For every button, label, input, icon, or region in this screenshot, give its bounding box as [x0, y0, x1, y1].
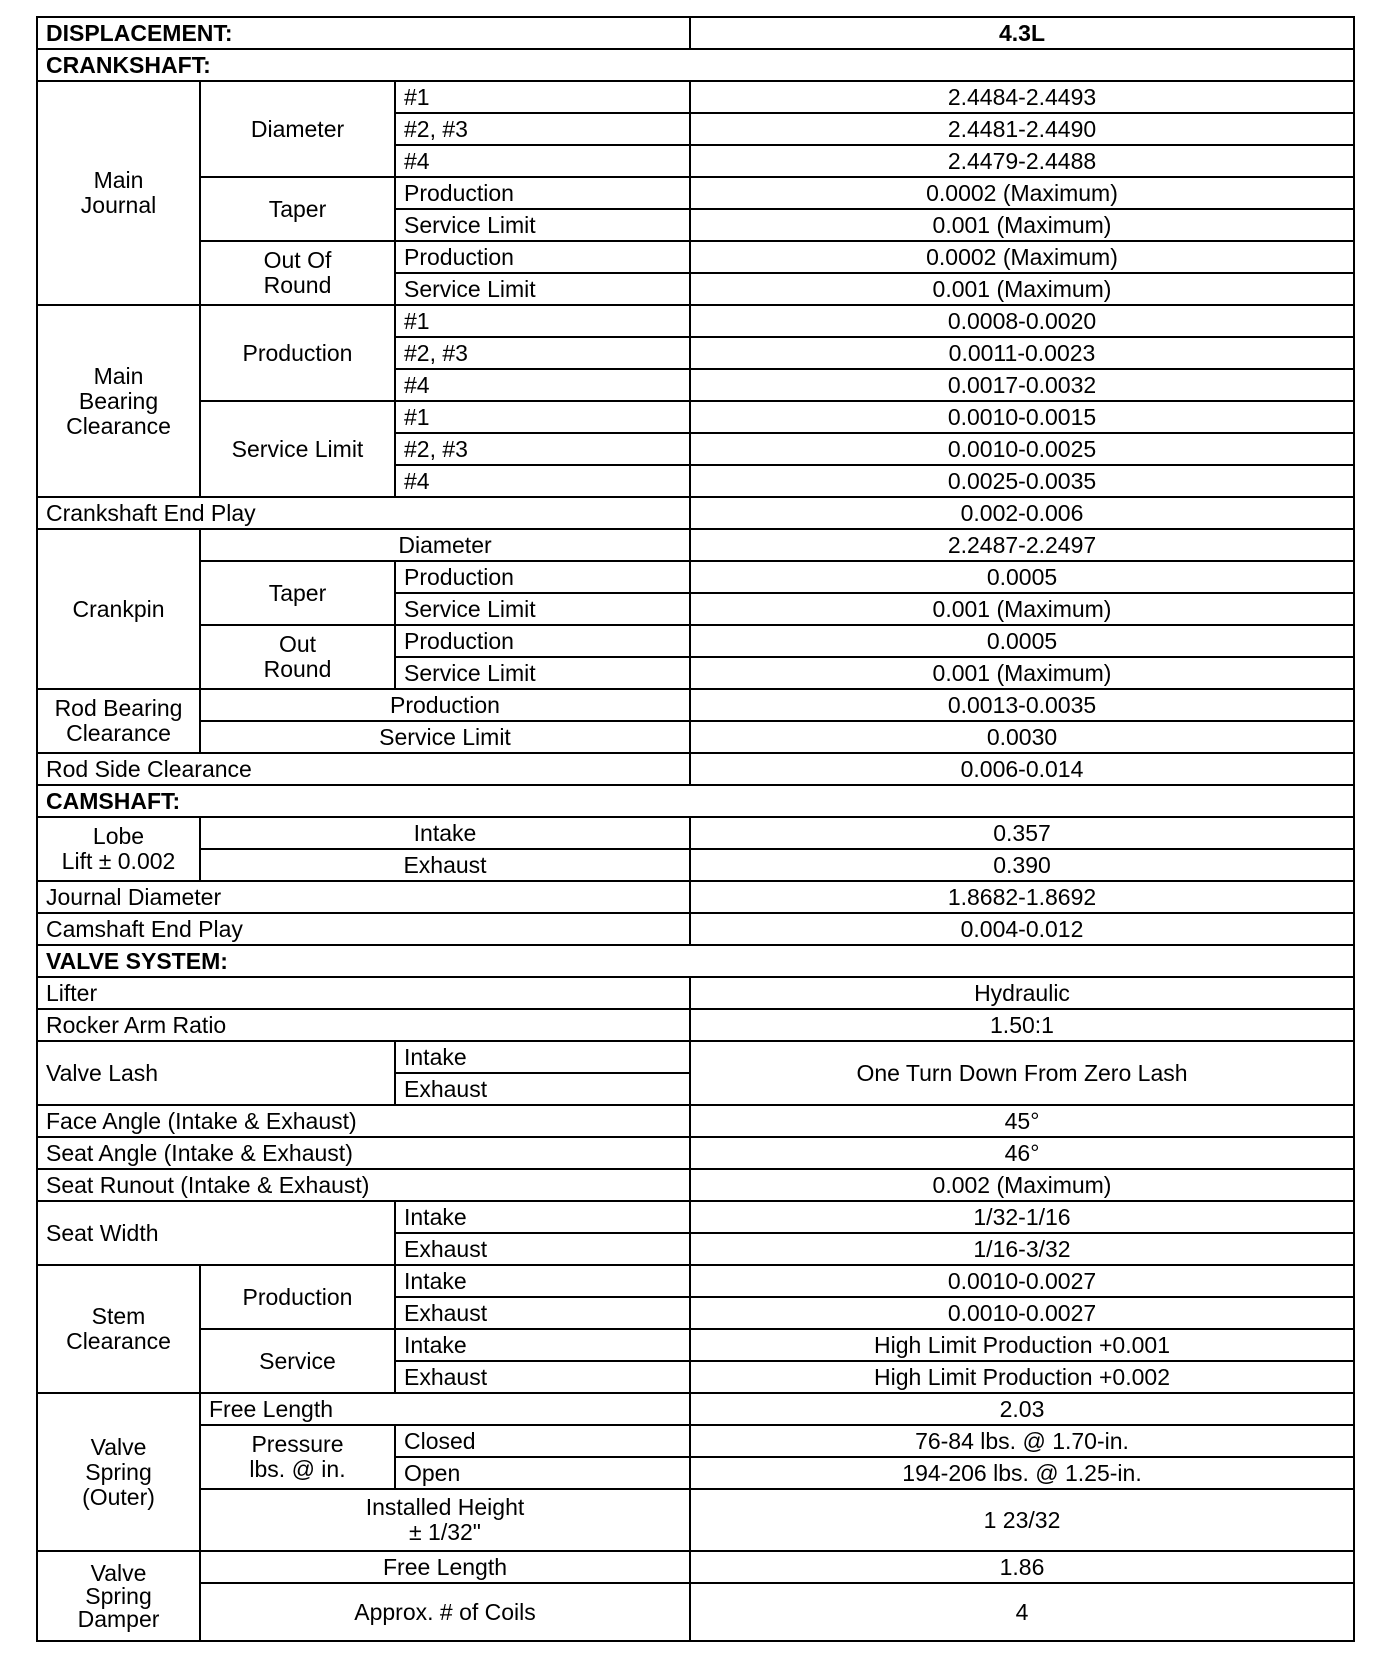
row-value: 194-206 lbs. @ 1.25-in. [690, 1457, 1354, 1489]
row-name: #2, #3 [395, 113, 690, 145]
stem-production-label: Production [200, 1265, 395, 1329]
lifter-value: Hydraulic [690, 977, 1354, 1009]
row-name: Service Limit [395, 209, 690, 241]
row-value: 2.4481-2.4490 [690, 113, 1354, 145]
valve-spring-outer-label: Valve Spring (Outer) [37, 1393, 200, 1551]
crankshaft-end-play-value: 0.002-0.006 [690, 497, 1354, 529]
row-value: 0.0005 [690, 561, 1354, 593]
crankpin-out-round-label: Out Round [200, 625, 395, 689]
section-header-crankshaft [37, 49, 1354, 81]
row-name: Closed [395, 1425, 690, 1457]
rod-side-clearance-value: 0.006-0.014 [690, 753, 1354, 785]
row-name: #4 [395, 465, 690, 497]
row-value: 0.001 (Maximum) [690, 657, 1354, 689]
row-name: Exhaust [395, 1297, 690, 1329]
rocker-arm-ratio-value: 1.50:1 [690, 1009, 1354, 1041]
damper-free-length-value: 1.86 [690, 1551, 1354, 1583]
row-value: 1/32-1/16 [690, 1201, 1354, 1233]
row-value: High Limit Production +0.001 [690, 1329, 1354, 1361]
row-name: Intake [200, 817, 690, 849]
row-value: 0.001 (Maximum) [690, 273, 1354, 305]
valve-lash-label: Valve Lash [37, 1041, 395, 1105]
row-name: Intake [395, 1265, 690, 1297]
row-name: #1 [395, 305, 690, 337]
row-value: 76-84 lbs. @ 1.70-in. [690, 1425, 1354, 1457]
row-value: 0.0030 [690, 721, 1354, 753]
row-value: 0.0002 (Maximum) [690, 177, 1354, 209]
row-name: Intake [395, 1201, 690, 1233]
row-name: #4 [395, 369, 690, 401]
main-journal-diameter-label: Diameter [200, 81, 395, 177]
row-value: 0.0010-0.0015 [690, 401, 1354, 433]
row-value: 0.0025-0.0035 [690, 465, 1354, 497]
damper-coils-label: Approx. # of Coils [200, 1583, 690, 1641]
seat-runout-label: Seat Runout (Intake & Exhaust) [37, 1169, 690, 1201]
row-value: 0.0008-0.0020 [690, 305, 1354, 337]
main-bearing-service-limit-label: Service Limit [200, 401, 395, 497]
row-name: Production [200, 689, 690, 721]
row-name: Intake [395, 1329, 690, 1361]
row-name: Production [395, 625, 690, 657]
face-angle-label: Face Angle (Intake & Exhaust) [37, 1105, 690, 1137]
displacement-row [37, 17, 1354, 49]
main-bearing-production-label: Production [200, 305, 395, 401]
damper-coils-value: 4 [690, 1583, 1354, 1641]
section-header-camshaft [37, 785, 1354, 817]
main-journal-label: Main Journal [37, 81, 200, 305]
row-value: 0.0017-0.0032 [690, 369, 1354, 401]
crankpin-label: Crankpin [37, 529, 200, 689]
valve-lash-value: One Turn Down From Zero Lash [690, 1041, 1354, 1105]
row-name: #1 [395, 81, 690, 113]
specification-table [36, 16, 1355, 1642]
valve-spring-damper-label: Valve Spring Damper [37, 1551, 200, 1641]
installed-height-label: Installed Height ± 1/32" [200, 1489, 690, 1551]
rod-bearing-clearance-label: Rod Bearing Clearance [37, 689, 200, 753]
spring-free-length-value: 2.03 [690, 1393, 1354, 1425]
row-name: Exhaust [395, 1073, 690, 1105]
row-value: 2.4479-2.4488 [690, 145, 1354, 177]
row-value: 0.0011-0.0023 [690, 337, 1354, 369]
valve-system-header: VALVE SYSTEM: [37, 945, 1354, 977]
damper-free-length-label: Free Length [200, 1551, 690, 1583]
displacement-value: 4.3L [690, 17, 1354, 49]
seat-angle-label: Seat Angle (Intake & Exhaust) [37, 1137, 690, 1169]
row-value: 0.0005 [690, 625, 1354, 657]
lifter-label: Lifter [37, 977, 690, 1009]
crankpin-taper-label: Taper [200, 561, 395, 625]
row-value: 0.0010-0.0025 [690, 433, 1354, 465]
main-bearing-clearance-label: Main Bearing Clearance [37, 305, 200, 497]
main-journal-taper-label: Taper [200, 177, 395, 241]
row-name: Service Limit [200, 721, 690, 753]
spring-pressure-label: Pressure lbs. @ in. [200, 1425, 395, 1489]
row-name: Production [395, 241, 690, 273]
row-value: 2.4484-2.4493 [690, 81, 1354, 113]
row-value: 0.0013-0.0035 [690, 689, 1354, 721]
crankpin-diameter-label: Diameter [200, 529, 690, 561]
row-value: 0.0002 (Maximum) [690, 241, 1354, 273]
row-value: 0.001 (Maximum) [690, 593, 1354, 625]
crankshaft-end-play-label: Crankshaft End Play [37, 497, 690, 529]
main-journal-out-of-round-label: Out Of Round [200, 241, 395, 305]
row-name: Open [395, 1457, 690, 1489]
row-name: Exhaust [395, 1233, 690, 1265]
seat-width-label: Seat Width [37, 1201, 395, 1265]
row-value: 0.390 [690, 849, 1354, 881]
row-name: Intake [395, 1041, 690, 1073]
section-header-valve-system [37, 945, 1354, 977]
displacement-label: DISPLACEMENT: [37, 17, 690, 49]
row-value: 1/16-3/32 [690, 1233, 1354, 1265]
row-value: 0.357 [690, 817, 1354, 849]
row-name: Production [395, 561, 690, 593]
row-name: Production [395, 177, 690, 209]
crankshaft-header: CRANKSHAFT: [37, 49, 1354, 81]
row-value: 0.0010-0.0027 [690, 1265, 1354, 1297]
row-name: #4 [395, 145, 690, 177]
row-name: Service Limit [395, 273, 690, 305]
crankpin-diameter-value: 2.2487-2.2497 [690, 529, 1354, 561]
stem-clearance-label: Stem Clearance [37, 1265, 200, 1393]
installed-height-value: 1 23/32 [690, 1489, 1354, 1551]
stem-service-label: Service [200, 1329, 395, 1393]
face-angle-value: 45° [690, 1105, 1354, 1137]
seat-runout-value: 0.002 (Maximum) [690, 1169, 1354, 1201]
rocker-arm-ratio-label: Rocker Arm Ratio [37, 1009, 690, 1041]
row-value: 0.0010-0.0027 [690, 1297, 1354, 1329]
row-name: Service Limit [395, 657, 690, 689]
row-name: Exhaust [200, 849, 690, 881]
spring-free-length-label: Free Length [200, 1393, 690, 1425]
journal-diameter-value: 1.8682-1.8692 [690, 881, 1354, 913]
row-name: #2, #3 [395, 433, 690, 465]
row-value: 0.001 (Maximum) [690, 209, 1354, 241]
camshaft-end-play-value: 0.004-0.012 [690, 913, 1354, 945]
row-name: Exhaust [395, 1361, 690, 1393]
seat-angle-value: 46° [690, 1137, 1354, 1169]
row-value: High Limit Production +0.002 [690, 1361, 1354, 1393]
row-name: #1 [395, 401, 690, 433]
camshaft-end-play-label: Camshaft End Play [37, 913, 690, 945]
lobe-lift-label: Lobe Lift ± 0.002 [37, 817, 200, 881]
camshaft-header: CAMSHAFT: [37, 785, 1354, 817]
row-name: #2, #3 [395, 337, 690, 369]
rod-side-clearance-label: Rod Side Clearance [37, 753, 690, 785]
journal-diameter-label: Journal Diameter [37, 881, 690, 913]
row-name: Service Limit [395, 593, 690, 625]
